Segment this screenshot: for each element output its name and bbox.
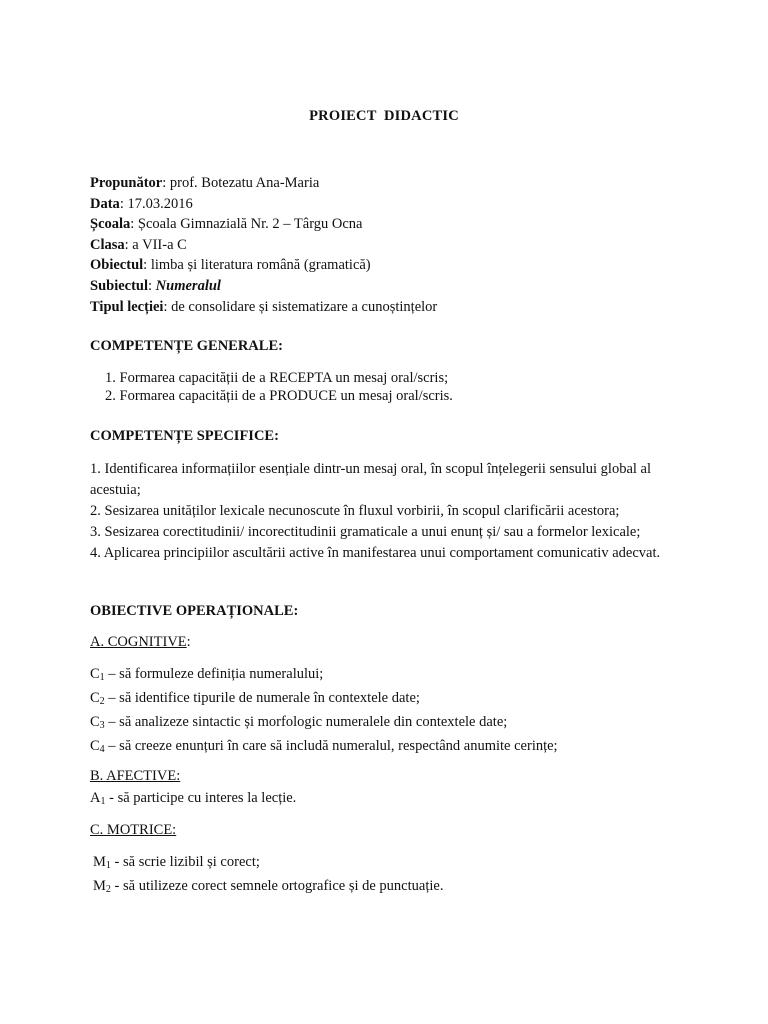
propunator-value: : prof. Botezatu Ana-Maria	[162, 175, 320, 191]
document-title: PROIECT DIDACTIC	[309, 108, 459, 124]
lesson-info	[90, 173, 437, 317]
cognitive-heading	[90, 634, 191, 651]
info-clasa	[90, 235, 437, 256]
afective-list	[90, 788, 690, 812]
scoala-label: Școala	[90, 216, 131, 233]
scoala-value: : Școala Gimnazială Nr. 2 – Târgu Ocna	[130, 216, 363, 233]
list-item: 2. Formarea capacității de a PRODUCE un mesaj oral/scris.	[105, 388, 453, 404]
afective-heading: B. AFECTIVE:	[90, 768, 181, 784]
competente-specifice-list	[90, 459, 690, 564]
tipul-label: Tipul lecției	[90, 298, 164, 315]
competente-generale-heading: COMPETENȚE GENERALE:	[90, 338, 283, 354]
propunator-label: Propunător	[90, 175, 163, 191]
data-label: Data	[90, 195, 120, 212]
info-subiectul	[90, 276, 437, 297]
list-item: 3. Sesizarea corectitudinii/ incorectitudinii gramaticale a unui enunț și/ sau a formelor lexicale;	[90, 524, 641, 540]
cognitive-colon: :	[186, 634, 191, 650]
competente-specifice-heading: COMPETENȚE SPECIFICE:	[90, 428, 279, 444]
cognitive-label: A. COGNITIVE	[90, 634, 187, 650]
list-item: 4. Aplicarea principiilor ascultării active în manifestarea unui comportament comunicativ adecvat.	[90, 545, 661, 561]
list-item: $M_1$ - să scrie lizibil și corect;	[93, 854, 260, 871]
motrice-heading: C. MOTRICE:	[90, 822, 177, 838]
info-obiectul	[90, 255, 437, 276]
list-item: $C_1$ – să formuleze definiția numeralului;	[90, 666, 324, 683]
clasa-label: Clasa	[90, 236, 125, 253]
list-item: $C_4$ – să creeze enunțuri în care să includă numeralul, respectând anumite cerințe;	[90, 738, 558, 755]
list-item: 1. Formarea capacității de a RECEPTA un mesaj oral/scris;	[105, 370, 449, 386]
list-item: $M_2$ - să utilizeze corect semnele ortografice și de punctuație.	[93, 878, 444, 895]
obiectul-value: : limba și literatura română (gramatică)	[143, 257, 371, 274]
subiectul-separator: :	[148, 277, 156, 294]
info-data	[90, 194, 437, 215]
motrice-list	[93, 852, 693, 900]
info-tipul	[90, 297, 437, 318]
subiectul-value: Numeralul	[155, 277, 221, 294]
data-value: : 17.03.2016	[119, 195, 193, 212]
subiectul-label: Subiectul	[90, 277, 149, 294]
clasa-value: : a VII-a C	[124, 236, 187, 253]
info-scoala	[90, 214, 437, 235]
list-item: $C_3$ – să analizeze sintactic și morfologic numeralele din contextele date;	[90, 714, 508, 731]
list-item: $A_1$ - să participe cu interes la lecție.	[90, 790, 297, 807]
list-item: $C_2$ – să identifice tipurile de numerale în contextele date;	[90, 690, 420, 707]
list-item: 1. Identificarea informațiilor esențiale dintr-un mesaj oral, în scopul înțelegerii sensului global al acestuia;	[90, 461, 652, 498]
obiective-heading: OBIECTIVE OPERAȚIONALE:	[90, 603, 299, 619]
obiectul-label: Obiectul	[90, 257, 144, 274]
cognitive-list	[90, 664, 690, 760]
competente-generale-list	[105, 369, 453, 405]
info-propunator	[90, 173, 437, 194]
list-item: 2. Sesizarea unităților lexicale necunoscute în fluxul vorbirii, în scopul clarificării acestora;	[90, 503, 620, 519]
tipul-value: : de consolidare și sistematizare a cunoștințelor	[163, 298, 438, 315]
